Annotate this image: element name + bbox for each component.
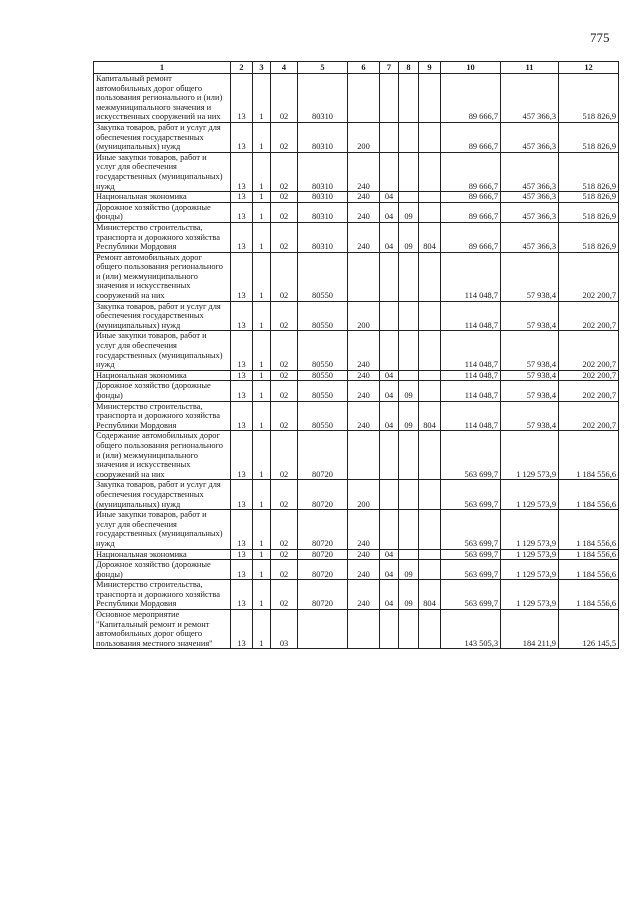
cell-col5: 80720 <box>298 580 348 610</box>
cell-col6: 240 <box>348 510 380 549</box>
row-name: Капитальный ремонт автомобильных дорог общего пользования регионального и (или) межмуниципального значения и искусственных сооружений на них <box>94 74 231 123</box>
row-name: Иные закупки товаров, работ и услуг для обеспечения государственных (муниципальных) нужд <box>94 510 231 549</box>
cell-col3: 1 <box>253 202 271 222</box>
table-row <box>94 580 619 610</box>
row-name: Национальная экономика <box>94 192 231 203</box>
cell-col7 <box>380 480 399 510</box>
row-name: Содержание автомобильных дорог общего пользования регионального и (или) межмуниципального значения и искусственных сооружений на них <box>94 431 231 480</box>
cell-col12: 1 184 556,6 <box>559 580 619 610</box>
cell-col3: 1 <box>253 74 271 123</box>
cell-col3: 1 <box>253 560 271 580</box>
cell-col11: 1 129 573,9 <box>501 480 559 510</box>
cell-col4: 02 <box>271 301 298 331</box>
cell-col3: 1 <box>253 331 271 370</box>
cell-col7 <box>380 610 399 649</box>
cell-col12: 518 826,9 <box>559 192 619 203</box>
cell-col5: 80310 <box>298 202 348 222</box>
cell-col11: 57 938,4 <box>501 252 559 301</box>
cell-col3: 1 <box>253 580 271 610</box>
cell-col9 <box>419 252 441 301</box>
cell-col5: 80720 <box>298 431 348 480</box>
row-name: Дорожное хозяйство (дорожные фонды) <box>94 381 231 401</box>
cell-col6: 240 <box>348 152 380 191</box>
cell-col10: 89 666,7 <box>441 122 501 152</box>
column-header: 6 <box>348 62 380 74</box>
cell-col11: 1 129 573,9 <box>501 580 559 610</box>
cell-col5: 80550 <box>298 252 348 301</box>
column-header: 12 <box>559 62 619 74</box>
cell-col7: 04 <box>380 560 399 580</box>
column-header: 10 <box>441 62 501 74</box>
table-row <box>94 480 619 510</box>
cell-col7 <box>380 301 399 331</box>
cell-col3: 1 <box>253 401 271 431</box>
cell-col4: 02 <box>271 192 298 203</box>
cell-col7 <box>380 152 399 191</box>
cell-col11: 57 938,4 <box>501 381 559 401</box>
cell-col12: 518 826,9 <box>559 152 619 191</box>
cell-col5: 80550 <box>298 331 348 370</box>
cell-col2: 13 <box>231 74 253 123</box>
cell-col12: 1 184 556,6 <box>559 560 619 580</box>
cell-col8: 09 <box>399 222 419 252</box>
cell-col2: 13 <box>231 610 253 649</box>
column-header: 4 <box>271 62 298 74</box>
cell-col4: 02 <box>271 480 298 510</box>
cell-col11: 457 366,3 <box>501 152 559 191</box>
cell-col6: 240 <box>348 331 380 370</box>
cell-col8 <box>399 192 419 203</box>
cell-col8 <box>399 122 419 152</box>
table-row <box>94 401 619 431</box>
table-row <box>94 192 619 203</box>
cell-col7: 04 <box>380 370 399 381</box>
cell-col12: 202 200,7 <box>559 381 619 401</box>
table-row <box>94 122 619 152</box>
row-name: Закупка товаров, работ и услуг для обеспечения государственных (муниципальных) нужд <box>94 480 231 510</box>
column-header: 3 <box>253 62 271 74</box>
column-header: 11 <box>501 62 559 74</box>
cell-col6: 240 <box>348 192 380 203</box>
cell-col6: 240 <box>348 401 380 431</box>
cell-col10: 114 048,7 <box>441 252 501 301</box>
cell-col8 <box>399 370 419 381</box>
cell-col3: 1 <box>253 301 271 331</box>
cell-col12: 202 200,7 <box>559 370 619 381</box>
table-row <box>94 331 619 370</box>
cell-col5: 80310 <box>298 152 348 191</box>
cell-col6: 240 <box>348 580 380 610</box>
cell-col2: 13 <box>231 301 253 331</box>
cell-col7: 04 <box>380 580 399 610</box>
row-name: Министерство строительства, транспорта и дорожного хозяйства Республики Мордовия <box>94 222 231 252</box>
cell-col7 <box>380 122 399 152</box>
cell-col2: 13 <box>231 222 253 252</box>
cell-col2: 13 <box>231 252 253 301</box>
cell-col9: 804 <box>419 401 441 431</box>
row-name: Закупка товаров, работ и услуг для обеспечения государственных (муниципальных) нужд <box>94 301 231 331</box>
cell-col8 <box>399 610 419 649</box>
cell-col6: 200 <box>348 301 380 331</box>
cell-col4: 02 <box>271 252 298 301</box>
cell-col8 <box>399 431 419 480</box>
cell-col3: 1 <box>253 222 271 252</box>
cell-col3: 1 <box>253 480 271 510</box>
cell-col6 <box>348 74 380 123</box>
cell-col12: 518 826,9 <box>559 74 619 123</box>
cell-col2: 13 <box>231 370 253 381</box>
cell-col4: 02 <box>271 510 298 549</box>
cell-col9 <box>419 152 441 191</box>
row-name: Национальная экономика <box>94 549 231 560</box>
cell-col12: 202 200,7 <box>559 401 619 431</box>
column-header: 5 <box>298 62 348 74</box>
cell-col10: 563 699,7 <box>441 580 501 610</box>
row-name: Дорожное хозяйство (дорожные фонды) <box>94 202 231 222</box>
cell-col12: 518 826,9 <box>559 222 619 252</box>
cell-col5: 80550 <box>298 370 348 381</box>
column-header: 8 <box>399 62 419 74</box>
cell-col2: 13 <box>231 431 253 480</box>
row-name: Национальная экономика <box>94 370 231 381</box>
cell-col4: 03 <box>271 610 298 649</box>
cell-col3: 1 <box>253 122 271 152</box>
cell-col9 <box>419 74 441 123</box>
page-number: 775 <box>590 30 610 45</box>
cell-col12: 1 184 556,6 <box>559 480 619 510</box>
cell-col10: 89 666,7 <box>441 192 501 203</box>
table-row <box>94 301 619 331</box>
table-row <box>94 381 619 401</box>
cell-col11: 184 211,9 <box>501 610 559 649</box>
cell-col11: 457 366,3 <box>501 222 559 252</box>
cell-col9: 804 <box>419 580 441 610</box>
cell-col11: 457 366,3 <box>501 192 559 203</box>
cell-col8 <box>399 549 419 560</box>
cell-col11: 1 129 573,9 <box>501 431 559 480</box>
cell-col10: 563 699,7 <box>441 549 501 560</box>
cell-col6 <box>348 610 380 649</box>
cell-col10: 89 666,7 <box>441 222 501 252</box>
cell-col10: 563 699,7 <box>441 560 501 580</box>
cell-col4: 02 <box>271 202 298 222</box>
row-name: Министерство строительства, транспорта и дорожного хозяйства Республики Мордовия <box>94 580 231 610</box>
cell-col12: 202 200,7 <box>559 252 619 301</box>
cell-col8 <box>399 480 419 510</box>
row-name: Иные закупки товаров, работ и услуг для обеспечения государственных (муниципальных) нужд <box>94 152 231 191</box>
cell-col9 <box>419 510 441 549</box>
cell-col6: 240 <box>348 202 380 222</box>
cell-col5: 80720 <box>298 510 348 549</box>
cell-col3: 1 <box>253 381 271 401</box>
cell-col7 <box>380 510 399 549</box>
cell-col10: 114 048,7 <box>441 331 501 370</box>
cell-col10: 563 699,7 <box>441 480 501 510</box>
cell-col9 <box>419 549 441 560</box>
table-row <box>94 252 619 301</box>
budget-table <box>93 61 619 649</box>
cell-col9 <box>419 370 441 381</box>
cell-col2: 13 <box>231 510 253 549</box>
cell-col11: 1 129 573,9 <box>501 549 559 560</box>
table-row <box>94 370 619 381</box>
cell-col5: 80310 <box>298 192 348 203</box>
cell-col2: 13 <box>231 192 253 203</box>
cell-col11: 57 938,4 <box>501 301 559 331</box>
column-header: 2 <box>231 62 253 74</box>
cell-col9 <box>419 480 441 510</box>
cell-col4: 02 <box>271 431 298 480</box>
cell-col8 <box>399 74 419 123</box>
cell-col8: 09 <box>399 381 419 401</box>
cell-col3: 1 <box>253 252 271 301</box>
cell-col10: 563 699,7 <box>441 510 501 549</box>
cell-col2: 13 <box>231 331 253 370</box>
column-header: 1 <box>94 62 231 74</box>
cell-col4: 02 <box>271 122 298 152</box>
cell-col4: 02 <box>271 222 298 252</box>
table-row <box>94 560 619 580</box>
cell-col7 <box>380 431 399 480</box>
cell-col6: 240 <box>348 222 380 252</box>
cell-col2: 13 <box>231 580 253 610</box>
table-row <box>94 222 619 252</box>
table-body <box>94 74 619 649</box>
cell-col11: 57 938,4 <box>501 370 559 381</box>
cell-col6: 200 <box>348 122 380 152</box>
cell-col10: 143 505,3 <box>441 610 501 649</box>
cell-col10: 563 699,7 <box>441 431 501 480</box>
row-name: Закупка товаров, работ и услуг для обеспечения государственных (муниципальных) нужд <box>94 122 231 152</box>
cell-col6: 240 <box>348 381 380 401</box>
cell-col11: 57 938,4 <box>501 331 559 370</box>
cell-col5: 80550 <box>298 401 348 431</box>
cell-col8 <box>399 301 419 331</box>
cell-col5: 80720 <box>298 560 348 580</box>
cell-col6 <box>348 431 380 480</box>
cell-col2: 13 <box>231 480 253 510</box>
cell-col3: 1 <box>253 370 271 381</box>
cell-col7: 04 <box>380 381 399 401</box>
cell-col4: 02 <box>271 74 298 123</box>
cell-col9 <box>419 381 441 401</box>
cell-col4: 02 <box>271 549 298 560</box>
cell-col7: 04 <box>380 202 399 222</box>
cell-col4: 02 <box>271 580 298 610</box>
table-row <box>94 74 619 123</box>
cell-col7: 04 <box>380 401 399 431</box>
cell-col5 <box>298 610 348 649</box>
cell-col2: 13 <box>231 381 253 401</box>
cell-col9 <box>419 331 441 370</box>
cell-col9 <box>419 560 441 580</box>
column-header: 9 <box>419 62 441 74</box>
table-row <box>94 510 619 549</box>
cell-col4: 02 <box>271 331 298 370</box>
cell-col9 <box>419 431 441 480</box>
row-name: Дорожное хозяйство (дорожные фонды) <box>94 560 231 580</box>
cell-col10: 89 666,7 <box>441 202 501 222</box>
cell-col4: 02 <box>271 152 298 191</box>
cell-col5: 80550 <box>298 381 348 401</box>
row-name: Министерство строительства, транспорта и дорожного хозяйства Республики Мордовия <box>94 401 231 431</box>
cell-col5: 80720 <box>298 549 348 560</box>
cell-col12: 518 826,9 <box>559 122 619 152</box>
cell-col10: 114 048,7 <box>441 381 501 401</box>
cell-col7: 04 <box>380 222 399 252</box>
cell-col11: 1 129 573,9 <box>501 560 559 580</box>
cell-col4: 02 <box>271 560 298 580</box>
cell-col12: 518 826,9 <box>559 202 619 222</box>
cell-col8 <box>399 152 419 191</box>
header-row <box>94 62 619 74</box>
cell-col3: 1 <box>253 549 271 560</box>
cell-col3: 1 <box>253 510 271 549</box>
cell-col11: 457 366,3 <box>501 122 559 152</box>
cell-col9 <box>419 301 441 331</box>
cell-col10: 114 048,7 <box>441 301 501 331</box>
cell-col9 <box>419 202 441 222</box>
cell-col9 <box>419 610 441 649</box>
row-name: Основное мероприятие "Капитальный ремонт и ремонт автомобильных дорог общего пользования местного значения" <box>94 610 231 649</box>
cell-col3: 1 <box>253 152 271 191</box>
table-row <box>94 431 619 480</box>
cell-col9 <box>419 192 441 203</box>
table-row <box>94 549 619 560</box>
cell-col2: 13 <box>231 202 253 222</box>
cell-col12: 202 200,7 <box>559 301 619 331</box>
cell-col8 <box>399 252 419 301</box>
cell-col12: 126 145,5 <box>559 610 619 649</box>
cell-col7: 04 <box>380 549 399 560</box>
cell-col2: 13 <box>231 122 253 152</box>
cell-col6: 240 <box>348 560 380 580</box>
table-row <box>94 202 619 222</box>
row-name: Ремонт автомобильных дорог общего пользования регионального и (или) межмуниципального значения и искусственных сооружений на них <box>94 252 231 301</box>
table-row <box>94 152 619 191</box>
cell-col12: 1 184 556,6 <box>559 510 619 549</box>
cell-col10: 114 048,7 <box>441 401 501 431</box>
cell-col8 <box>399 331 419 370</box>
cell-col3: 1 <box>253 431 271 480</box>
cell-col2: 13 <box>231 549 253 560</box>
cell-col6: 240 <box>348 549 380 560</box>
cell-col10: 89 666,7 <box>441 74 501 123</box>
cell-col3: 1 <box>253 192 271 203</box>
cell-col7: 04 <box>380 192 399 203</box>
cell-col7 <box>380 252 399 301</box>
cell-col7 <box>380 74 399 123</box>
cell-col8: 09 <box>399 401 419 431</box>
cell-col4: 02 <box>271 370 298 381</box>
cell-col11: 457 366,3 <box>501 202 559 222</box>
cell-col10: 114 048,7 <box>441 370 501 381</box>
cell-col2: 13 <box>231 152 253 191</box>
cell-col11: 57 938,4 <box>501 401 559 431</box>
cell-col12: 1 184 556,6 <box>559 549 619 560</box>
cell-col4: 02 <box>271 381 298 401</box>
cell-col6: 240 <box>348 370 380 381</box>
cell-col5: 80310 <box>298 222 348 252</box>
cell-col5: 80550 <box>298 301 348 331</box>
cell-col8: 09 <box>399 202 419 222</box>
column-header: 7 <box>380 62 399 74</box>
cell-col9: 804 <box>419 222 441 252</box>
cell-col12: 1 184 556,6 <box>559 431 619 480</box>
cell-col2: 13 <box>231 560 253 580</box>
cell-col5: 80310 <box>298 122 348 152</box>
cell-col8: 09 <box>399 560 419 580</box>
cell-col5: 80310 <box>298 74 348 123</box>
cell-col8: 09 <box>399 580 419 610</box>
table-row <box>94 610 619 649</box>
cell-col3: 1 <box>253 610 271 649</box>
row-name: Иные закупки товаров, работ и услуг для обеспечения государственных (муниципальных) нужд <box>94 331 231 370</box>
cell-col6: 200 <box>348 480 380 510</box>
cell-col2: 13 <box>231 401 253 431</box>
cell-col10: 89 666,7 <box>441 152 501 191</box>
cell-col4: 02 <box>271 401 298 431</box>
cell-col9 <box>419 122 441 152</box>
cell-col11: 1 129 573,9 <box>501 510 559 549</box>
cell-col6 <box>348 252 380 301</box>
cell-col12: 202 200,7 <box>559 331 619 370</box>
cell-col11: 457 366,3 <box>501 74 559 123</box>
cell-col8 <box>399 510 419 549</box>
cell-col5: 80720 <box>298 480 348 510</box>
cell-col7 <box>380 331 399 370</box>
